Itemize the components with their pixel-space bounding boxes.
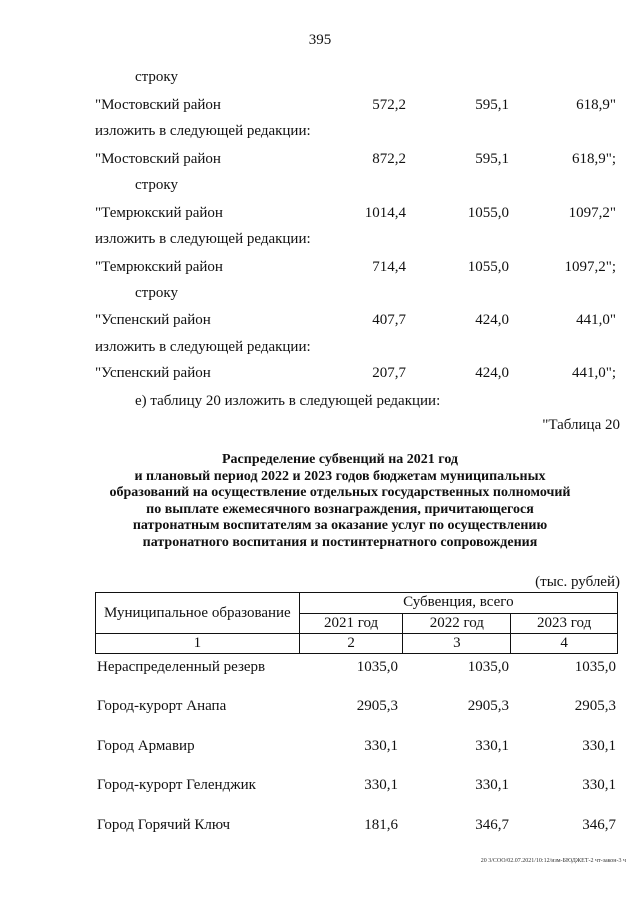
amendment-value-2021: 872,2	[372, 151, 406, 167]
table-row-name: Город-курорт Геленджик	[97, 777, 256, 793]
table-cell-2023: 2905,3	[574, 698, 616, 714]
table-cell-2021: 1035,0	[356, 659, 398, 675]
amendment-value-2022: 424,0	[475, 365, 509, 381]
amendment-name: "Успенский район	[95, 312, 211, 328]
amendment-text: строку	[135, 177, 178, 193]
col-header-year: 2023 год	[511, 613, 618, 634]
amendment-value-2023: 441,0";	[571, 365, 616, 381]
amendment-name: "Мостовский район	[95, 151, 221, 167]
footer-code: 20 3/СОО/02.07.2021/10:12/изм-БЮДЖЕТ-2 чт-закон-3 ч	[480, 858, 626, 864]
table-row-name: Город-курорт Анапа	[97, 698, 227, 714]
amendment-value-2022: 424,0	[475, 312, 509, 328]
table-cell-2023: 330,1	[582, 738, 616, 754]
table-cell-2021: 330,1	[364, 738, 398, 754]
table-row-name: Нераспределенный резерв	[97, 659, 266, 675]
col-header-subvention: Субвенция, всего	[299, 593, 617, 614]
table-row-name: Город Горячий Ключ	[97, 817, 231, 833]
col-number: 3	[403, 634, 511, 654]
col-header-year: 2021 год	[299, 613, 403, 634]
amendment-name: "Темрюкский район	[95, 259, 223, 275]
table-cell-2022: 2905,3	[467, 698, 509, 714]
heading-line: по выплате ежемесячного вознаграждения, причитающегося	[146, 501, 534, 517]
table-cell-2021: 330,1	[364, 777, 398, 793]
amendment-value-2023: 441,0"	[576, 312, 616, 328]
table-cell-2023: 1035,0	[574, 659, 616, 675]
table-cell-2023: 346,7	[582, 817, 616, 833]
amendment-value-2023: 618,9";	[571, 151, 616, 167]
page-number: 395	[308, 32, 332, 48]
table-cell-2022: 330,1	[475, 777, 509, 793]
amendment-name: "Успенский район	[95, 365, 211, 381]
amendment-value-2021: 407,7	[372, 312, 406, 328]
heading-line: патронатного воспитания и постинтернатного сопровождения	[142, 534, 538, 550]
heading-line: и плановый период 2022 и 2023 годов бюджетам муниципальных	[134, 468, 546, 484]
table-cell-2021: 181,6	[364, 817, 398, 833]
col-number: 4	[511, 634, 618, 654]
table-cell-2022: 1035,0	[467, 659, 509, 675]
amendment-value-2022: 1055,0	[467, 259, 509, 275]
amendment-name: "Темрюкский район	[95, 205, 223, 221]
amendment-text: изложить в следующей редакции:	[95, 123, 311, 139]
amendment-text: изложить в следующей редакции:	[95, 231, 311, 247]
amendment-text: строку	[135, 69, 178, 85]
subvention-table-header	[95, 592, 618, 654]
table-cell-2021: 2905,3	[356, 698, 398, 714]
col-number: 2	[299, 634, 403, 654]
table-cell-2022: 346,7	[475, 817, 509, 833]
table-heading	[60, 452, 620, 551]
amendment-text: изложить в следующей редакции:	[95, 339, 311, 355]
col-number: 1	[96, 634, 300, 654]
amendment-value-2021: 1014,4	[364, 205, 406, 221]
table-cell-2023: 330,1	[582, 777, 616, 793]
amendment-value-2022: 595,1	[475, 97, 509, 113]
table-row-name: Город Армавир	[97, 738, 195, 754]
amendment-value-2023: 1097,2"	[568, 205, 616, 221]
units-label: (тыс. рублей)	[535, 574, 620, 590]
table-label: "Таблица 20	[542, 417, 620, 433]
amendment-value-2021: 714,4	[372, 259, 406, 275]
heading-line: Распределение субвенций на 2021 год	[222, 452, 458, 467]
amendment-value-2023: 1097,2";	[564, 259, 616, 275]
col-header-municipality: Муниципальное образование	[96, 593, 300, 634]
heading-line: патронатным воспитателям за оказание услуг по осуществлению	[132, 518, 548, 533]
col-header-year: 2022 год	[403, 613, 511, 634]
amendment-text: строку	[135, 285, 178, 301]
heading-line: образований на осуществление отдельных государственных полномочий	[109, 485, 571, 500]
amendment-name: "Мостовский район	[95, 97, 221, 113]
amendment-value-2021: 572,2	[372, 97, 406, 113]
amendment-value-2021: 207,7	[372, 365, 406, 381]
table-cell-2022: 330,1	[475, 738, 509, 754]
amendment-value-2023: 618,9"	[576, 97, 616, 113]
amendment-text: е) таблицу 20 изложить в следующей редакции:	[135, 393, 441, 409]
amendment-value-2022: 595,1	[475, 151, 509, 167]
amendment-value-2022: 1055,0	[467, 205, 509, 221]
